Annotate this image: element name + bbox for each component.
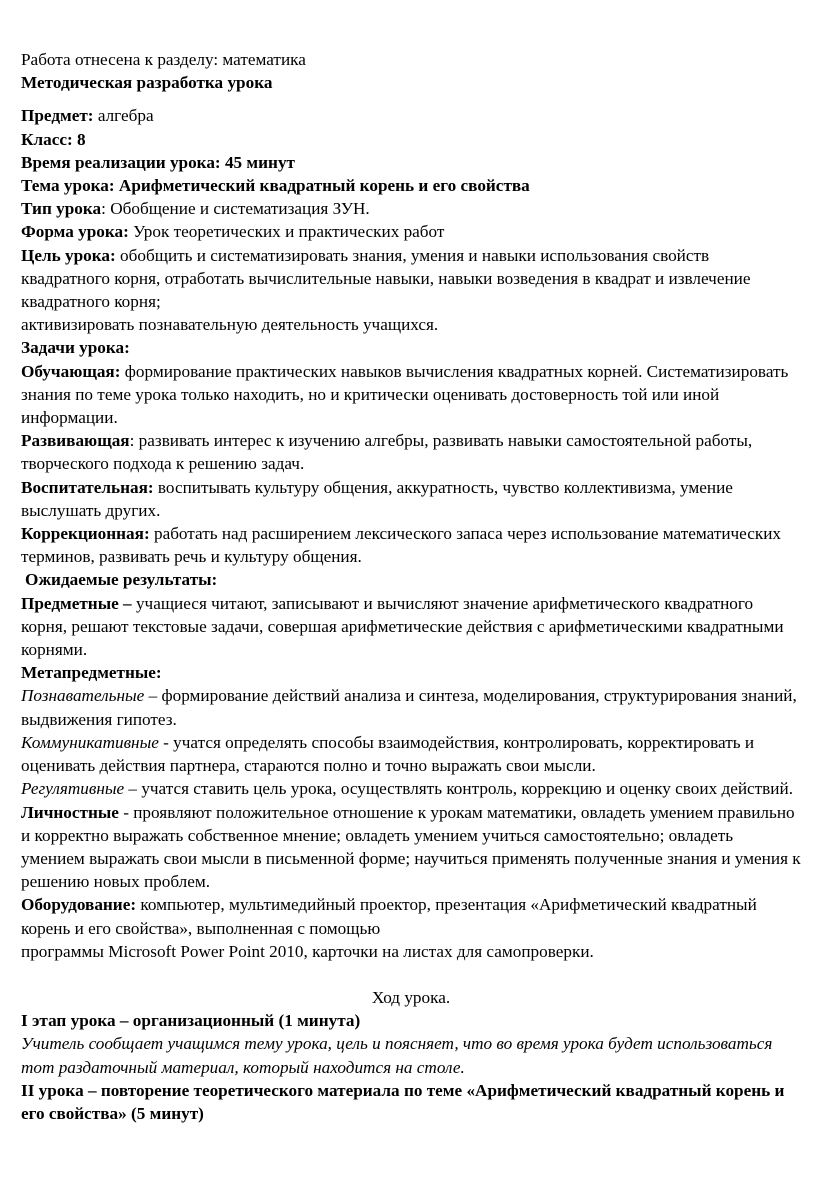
result-subject-label: Предметные – — [21, 593, 132, 613]
lesson-type-value: : Обобщение и систематизация ЗУН. — [101, 199, 370, 219]
goal-value: обобщить и систематизировать знания, умения и навыки использования свойств квадратного корня, отработать вычислительные навыки, навыки возведения в квадрат и извлечение квадратного корня; — [21, 245, 751, 312]
equipment-label: Оборудование: — [21, 895, 137, 915]
goal-extra: активизировать познавательную деятельность учащихся. — [21, 315, 439, 335]
duration-line: Время реализации урока: 45 минут — [21, 152, 295, 172]
equipment-extra: программы Microsoft Power Point 2010, карточки на листах для самопроверки. — [21, 941, 594, 961]
lesson-form-label: Форма урока: — [21, 222, 129, 242]
stage2-title: II урока – повторение теоретического материала по теме «Арифметический квадратный корень и его свойства» (5 минут) — [21, 1080, 785, 1123]
result-communicative-label: Коммуникативные — [21, 732, 159, 752]
task-developing-value: : развивать интерес к изучению алгебры, развивать навыки самостоятельной работы, творческого подхода к решению задач. — [21, 431, 753, 474]
result-subject-value: учащиеся читают, записывают и вычисляют значение арифметического квадратного корня, решают текстовые задачи, совершая арифметические действия с арифметическими квадратными корнями. — [21, 593, 784, 660]
section-line: Работа отнесена к разделу: математика — [21, 50, 306, 69]
task-developing-label: Развивающая — [21, 431, 130, 451]
task-educational-label: Воспитательная: — [21, 477, 154, 497]
result-cognitive — [21, 684, 801, 730]
task-correctional-value: работать над расширением лексического запаса через использование математических терминов, развивать речь и культуру общения. — [21, 524, 781, 567]
grade-line: Класс: 8 — [21, 129, 86, 149]
stage1-text: Учитель сообщает учащимся тему урока, цель и поясняет, что во время урока будет использоваться тот раздаточный материал, который находится на столе. — [21, 1034, 773, 1077]
result-personal-label: Личностные — [21, 802, 119, 822]
task-teaching-value: формирование практических навыков вычисления квадратных корней. Систематизировать знания по теме урока только находить, но и критически оценивать достоверность той или иной информации. — [21, 361, 789, 428]
result-subject — [21, 592, 801, 662]
goal-paragraph — [21, 244, 801, 314]
result-regulatory — [21, 777, 801, 800]
lesson-form-line — [21, 220, 801, 243]
task-teaching-label: Обучающая: — [21, 361, 121, 381]
task-educational — [21, 476, 801, 522]
progress-heading: Ход урока. — [371, 987, 451, 1007]
meta-heading: Метапредметные: — [21, 663, 162, 683]
result-regulatory-label: Регулятивные – — [21, 779, 138, 799]
result-cognitive-value: – формирование действий анализа и синтеза, моделирования, структурирования знаний, выдвижения гипотез. — [21, 686, 797, 729]
task-educational-value: воспитывать культуру общения, аккуратность, чувство коллективизма, умение выслушать других. — [21, 477, 733, 520]
result-regulatory-value: учатся ставить цель урока, осуществлять контроль, коррекцию и оценку своих действий. — [137, 779, 793, 799]
subject-line — [21, 104, 801, 127]
stage1-title: I этап урока – организационный (1 минута) — [21, 1011, 361, 1031]
result-communicative-value: - учатся определять способы взаимодействия, контролировать, корректировать и оценивать действия партнера, стараются полно и точно выражать свои мысли. — [21, 732, 755, 776]
lesson-form-value: Урок теоретических и практических работ — [128, 222, 445, 242]
equipment-paragraph — [21, 893, 801, 939]
subject-label: Предмет: — [21, 106, 94, 126]
subject-value: алгебра — [93, 106, 154, 126]
topic-label: Тема урока: — [21, 176, 115, 196]
topic-value: Арифметический квадратный корень и его свойства — [114, 176, 530, 196]
lesson-type-label: Тип урока — [21, 199, 102, 219]
result-cognitive-label: Познавательные — [21, 686, 145, 706]
results-heading: Ожидаемые результаты: — [25, 570, 218, 590]
lesson-type-line — [21, 197, 801, 220]
result-communicative — [21, 731, 801, 777]
result-personal — [21, 801, 801, 894]
equipment-value: компьютер, мультимедийный проектор, презентация «Арифметический квадратный корень и его свойства», выполненная с помощью — [21, 895, 757, 938]
task-developing — [21, 429, 801, 475]
task-correctional-label: Коррекционная: — [21, 524, 150, 544]
topic-line — [21, 174, 801, 197]
doc-title: Методическая разработка урока — [21, 73, 273, 93]
task-correctional — [21, 522, 801, 568]
goal-label: Цель урока: — [21, 245, 116, 265]
result-personal-value: - проявляют положительное отношение к урокам математики, овладеть умением правильно и корректно выражать собственное мнение; овладеть умением учиться самостоятельно; овладеть умением выражать свои мысли в письменной форме; научиться применять полученные знания и умения к решению новых проблем. — [21, 802, 801, 892]
tasks-heading: Задачи урока: — [21, 338, 130, 358]
document-page — [21, 48, 801, 1125]
task-teaching — [21, 360, 801, 430]
